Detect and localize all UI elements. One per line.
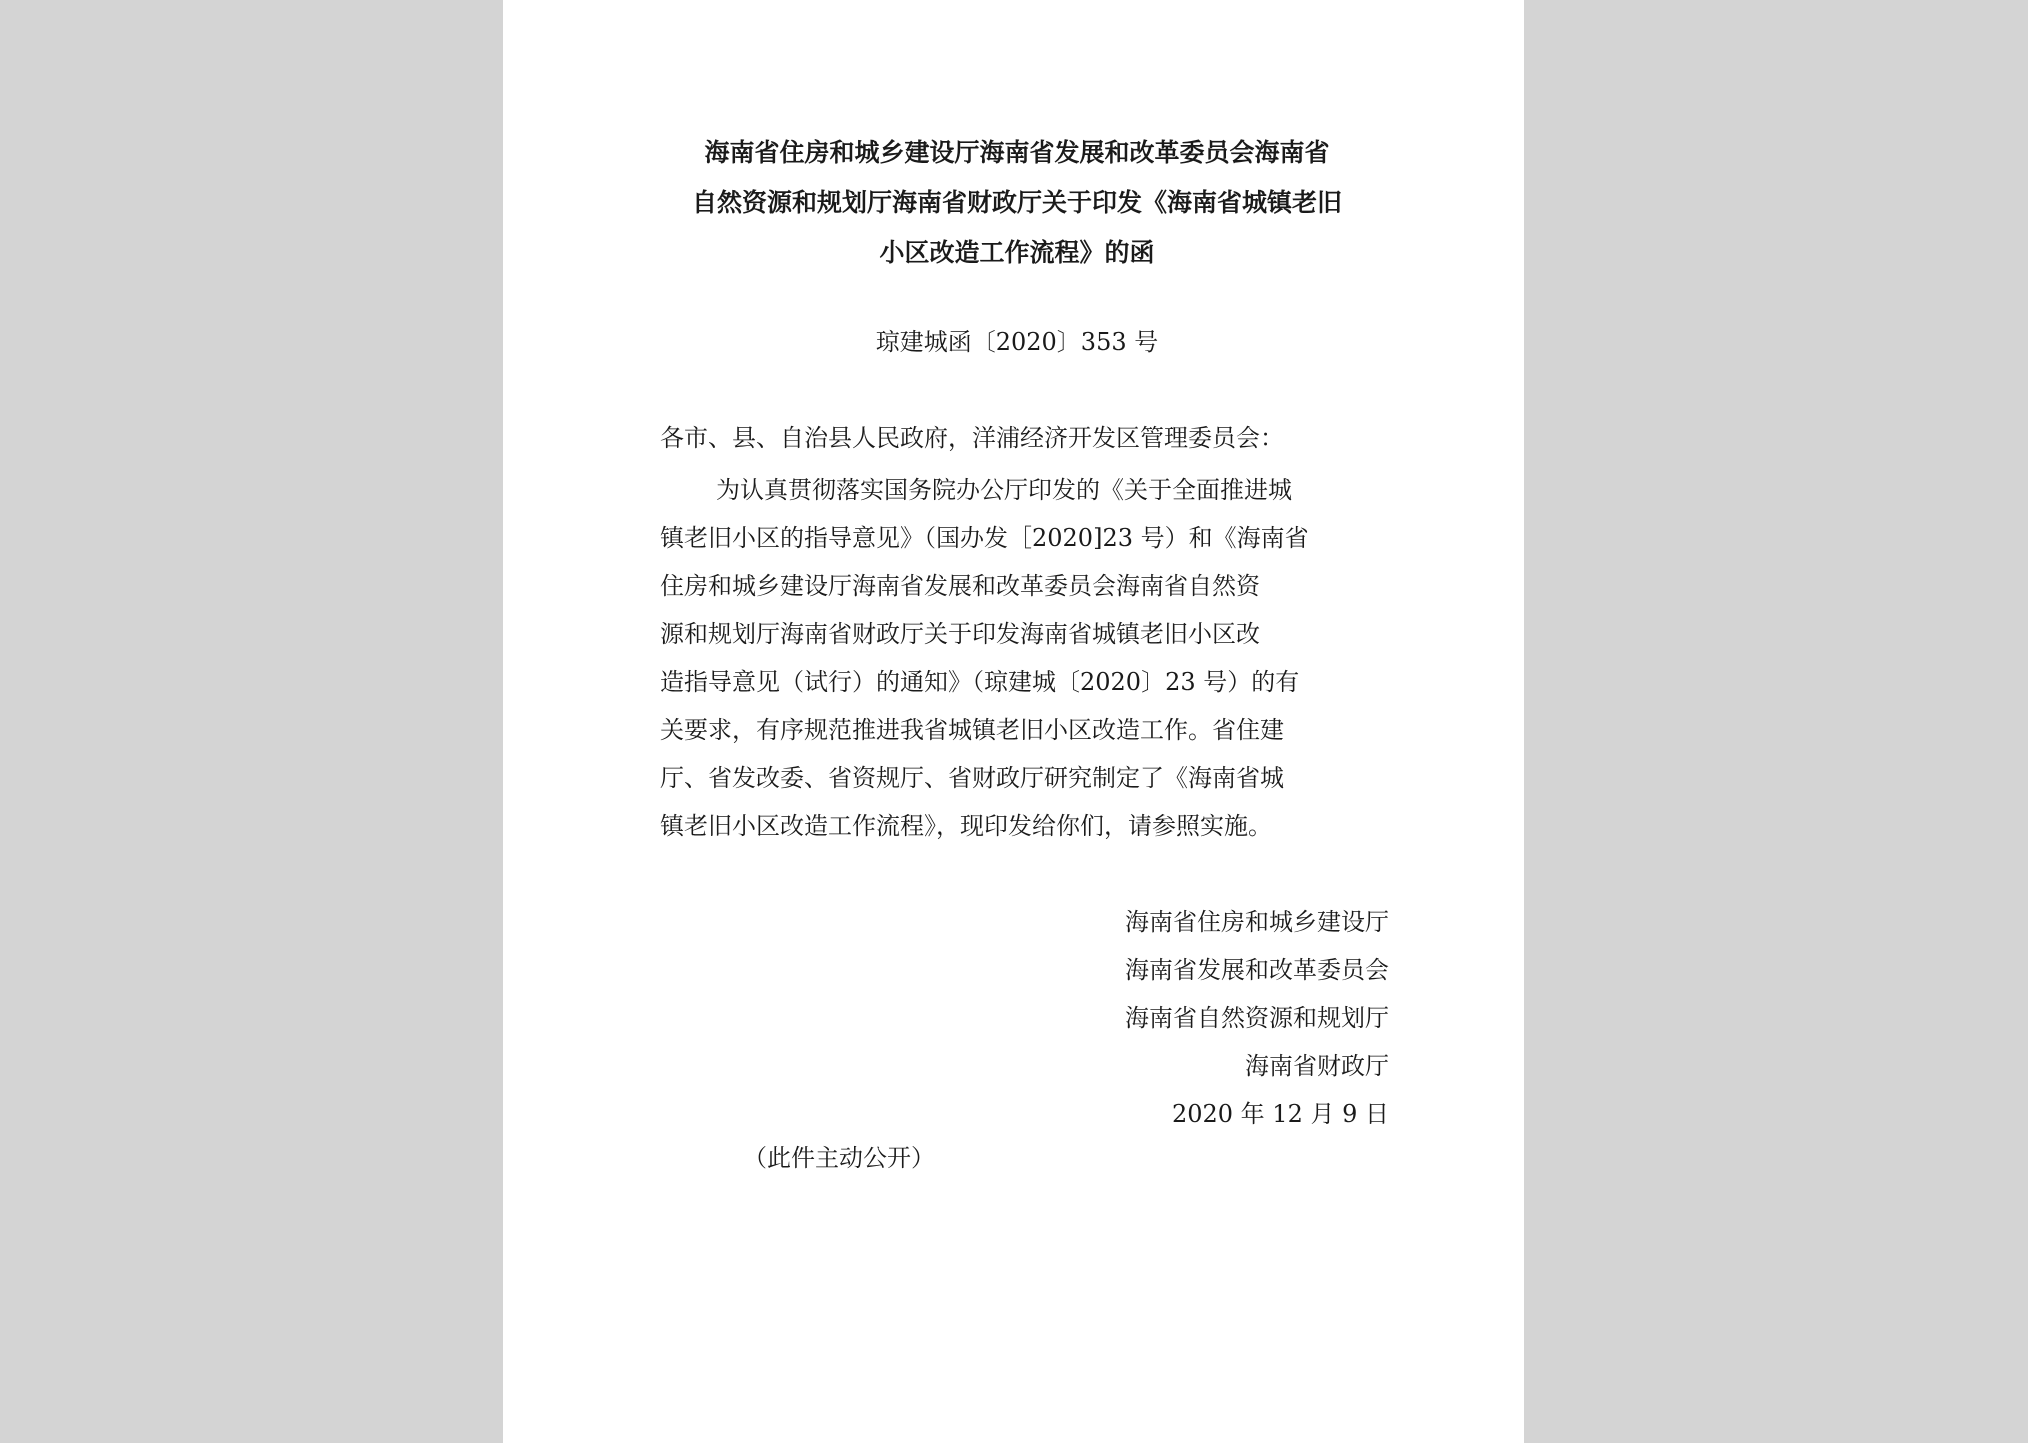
document-number: 琼建城函〔2020〕353 号 [875,328,1159,356]
document-page [503,0,1524,1443]
signatory: 海南省住房和城乡建设厅 [1125,908,1389,936]
issue-date: 2020 年 12 月 9 日 [1171,1100,1389,1128]
body-line: 造指导意见（试行）的通知》（琼建城〔2020〕23 号）的有 [660,668,1300,696]
body-line: 为认真贯彻落实国务院办公厅印发的《关于全面推进城 [716,476,1292,504]
body-paragraph [660,466,1380,850]
title-line: 自然资源和规划厅海南省财政厅关于印发《海南省城镇老旧 [691,188,1342,217]
signatory: 海南省自然资源和规划厅 [1125,1004,1389,1032]
signature-block [1125,898,1389,1138]
signatory: 海南省发展和改革委员会 [1125,956,1389,984]
title-line: 小区改造工作流程》的函 [879,238,1155,267]
body-line: 镇老旧小区的指导意见》（国办发［2020]23 号）和《海南省 [660,524,1309,552]
body-line: 源和规划厅海南省财政厅关于印发海南省城镇老旧小区改 [660,620,1260,648]
document-title [653,128,1381,278]
title-line: 海南省住房和城乡建设厅海南省发展和改革委员会海南省 [704,138,1330,167]
body-line: 镇老旧小区改造工作流程》，现印发给你们，请参照实施。 [660,812,1272,840]
body-line: 关要求，有序规范推进我省城镇老旧小区改造工作。省住建 [660,716,1284,744]
salutation: 各市、县、自治县人民政府，洋浦经济开发区管理委员会： [660,424,1284,452]
body-line: 住房和城乡建设厅海南省发展和改革委员会海南省自然资 [660,572,1260,600]
signatory: 海南省财政厅 [1245,1052,1389,1080]
body-line: 厅、省发改委、省资规厅、省财政厅研究制定了《海南省城 [660,764,1284,792]
disclosure-note: （此件主动公开） [743,1144,935,1172]
